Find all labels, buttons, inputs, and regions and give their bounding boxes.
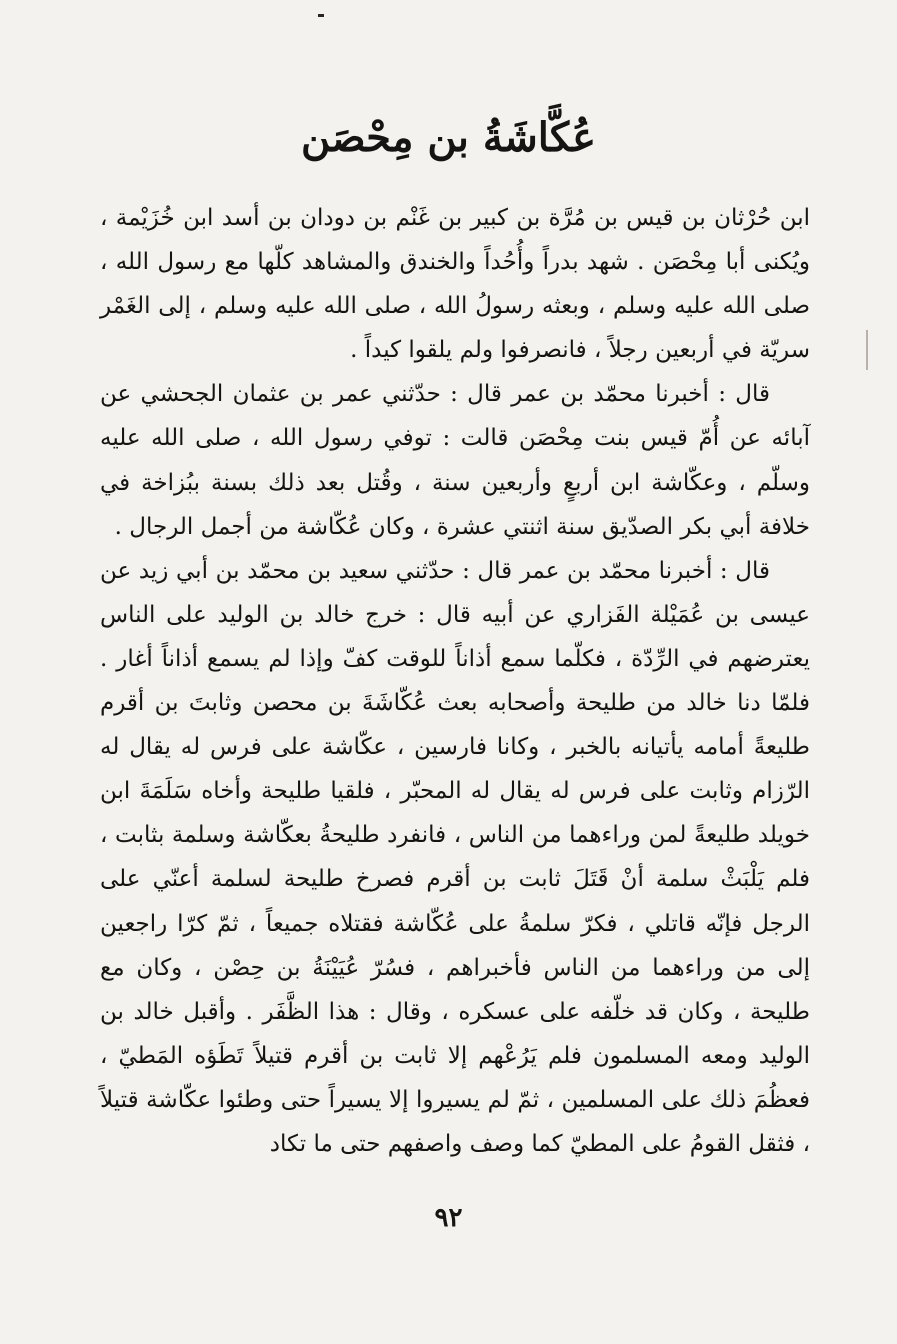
margin-pencil-mark	[866, 330, 868, 370]
top-margin-mark	[318, 14, 324, 17]
paragraph-death-report: قال : أخبرنا محمّد بن عمر قال : حدّثني عمر بن عثمان الجحشي عن آبائه عن أُمّ قيس بنت مِحْصَن قالت : توفي رسول الله ، صلى الله عليه وسلّم ، وعكّاشة ابن أربعٍ وأربعين سنة ، وقُتل بعد ذلك بسنة ببُزاخة في خلافة أبي بكر الصدّيق سنة اثنتي عشرة ، وكان عُكّاشة من أجمل الرجال .	[100, 381, 810, 540]
body-text	[100, 196, 810, 1166]
page-number: ٩٢	[434, 1203, 463, 1233]
paragraph-lineage: ابن حُرْثان بن قيس بن مُرَّة بن كبير بن غَنْم بن دودان بن أسد ابن خُزَيْمة ، ويُكنى أبا مِحْصَن . شهد بدراً وأُحُداً والخندق والمشاهد كلّها مع رسول الله ، صلى الله عليه وسلم ، وبعثه رسولُ الله ، صلى الله عليه وسلم ، إلى الغَمْر سريّة في أربعين رجلاً ، فانصرفوا ولم يلقوا كيداً .	[100, 205, 810, 364]
paragraph-battle-narrative: قال : أخبرنا محمّد بن عمر قال : حدّثني سعيد بن محمّد بن أبي زيد عن عيسى بن عُمَيْلة الفَزاري عن أبيه قال : خرج خالد بن الوليد على الناس يعترضهم في الرِّدّة ، فكلّما سمع أذاناً للوقت كفّ وإذا لم يسمع أذاناً أغار . فلمّا دنا خالد من طليحة وأصحابه بعث عُكّاشَةَ بن محصن وثابتَ بن أقرم طليعةً أمامه يأتيانه بالخبر ، وكانا فارسين ، عكّاشة على فرس له يقال له الرّزام وثابت على فرس له يقال له المحبّر ، فلقيا طليحة وأخاه سَلَمَةَ ابن خويلد طليعةً لمن وراءهما من الناس ، فانفرد طليحةُ بعكّاشة وسلمة بثابت ، فلم يَلْبَثْ سلمة أنْ قَتَلَ ثابت بن أقرم فصرخ طليحة لسلمة أعنّي على الرجل فإنّه قاتلي ، فكرّ سلمةُ على عُكّاشة فقتلاه جميعاً ، ثمّ كرّا راجعين إلى من وراءهما من الناس فأخبراهم ، فسُرّ عُيَيْنَةُ بن حِصْن ، وكان مع طليحة ، وكان قد خلّفه على عسكره ، وقال : هذا الظَّفَر . وأقبل خالد بن الوليد ومعه المسلمون فلم يَرُعْهم إلا ثابت بن أقرم قتيلاً تَطَؤه المَطيّ ، فعظُمَ ذلك على المسلمين ، ثمّ لم يسيروا إلا يسيراً حتى وطئوا عكّاشة قتيلاً ، فثقل القومُ على المطيّ كما وصف واصفهم حتى ما تكاد	[100, 557, 810, 1157]
chapter-title: عُكَّاشَةُ بن مِحْصَن	[301, 114, 596, 161]
